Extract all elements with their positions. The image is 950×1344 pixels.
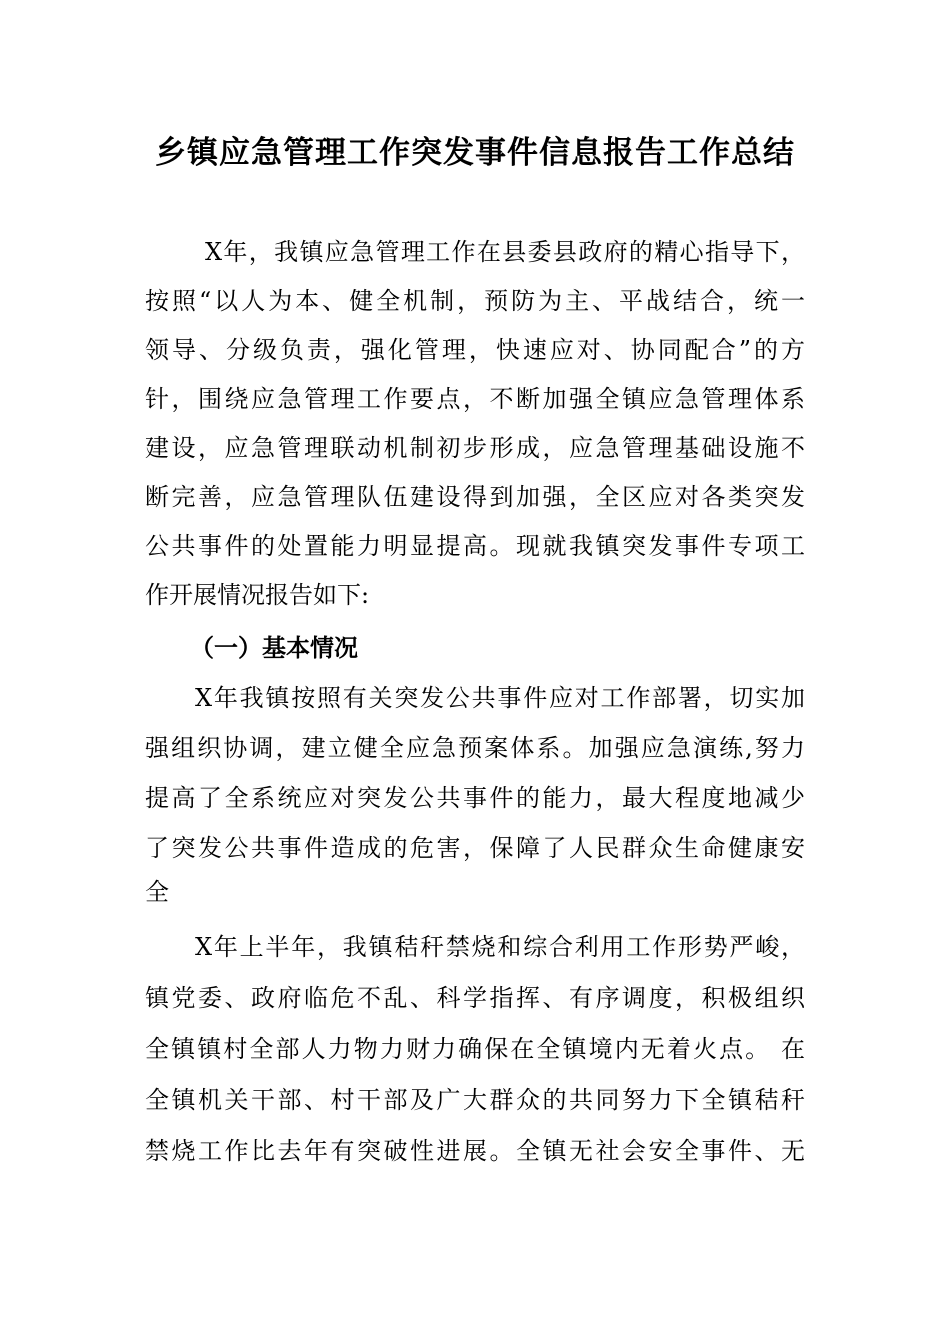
document-title: 乡镇应急管理工作突发事件信息报告工作总结 [155,135,795,171]
intro-line-6: 断完善，应急管理队伍建设得到加强，全区应对各类突发 [145,483,805,511]
para1-line-1: X年我镇按照有关突发公共事件应对工作部署，切实加 [195,684,805,712]
para2-line-3: 全镇镇村全部人力物力财力确保在全镇境内无着火点。 在 [145,1035,805,1063]
para1-line-5: 全 [145,878,169,906]
para2-line-1: X年上半年，我镇秸秆禁烧和综合利用工作形势严峻， [195,933,805,961]
para2-line-4: 全镇机关干部、村干部及广大群众的共同努力下全镇秸秆 [145,1086,805,1114]
intro-line-8: 作开展情况报告如下: [145,581,370,609]
intro-line-3: 领导、分级负责，强化管理，快速应对、协同配合”的方 [145,336,805,364]
intro-line-7: 公共事件的处置能力明显提高。现就我镇突发事件专项工 [145,532,805,560]
intro-line-5: 建设，应急管理联动机制初步形成，应急管理基础设施不 [145,434,805,462]
para2-line-5: 禁烧工作比去年有突破性进展。全镇无社会安全事件、无 [145,1137,805,1165]
intro-line-1: X年，我镇应急管理工作在县委县政府的精心指导下， [205,238,805,266]
section-heading-basic: （一）基本情况 [190,634,358,662]
intro-line-2: 按照“以人为本、健全机制，预防为主、平战结合，统一 [145,287,805,315]
para1-line-4: 了突发公共事件造成的危害，保障了人民群众生命健康安 [145,834,805,862]
para2-line-2: 镇党委、政府临危不乱、科学指挥、有序调度，积极组织 [145,984,805,1012]
para1-line-2: 强组织协调，建立健全应急预案体系。加强应急演练,努力 [145,734,805,762]
para1-line-3: 提高了全系统应对突发公共事件的能力，最大程度地减少 [145,784,805,812]
intro-line-4: 针，围绕应急管理工作要点，不断加强全镇应急管理体系 [145,385,805,413]
